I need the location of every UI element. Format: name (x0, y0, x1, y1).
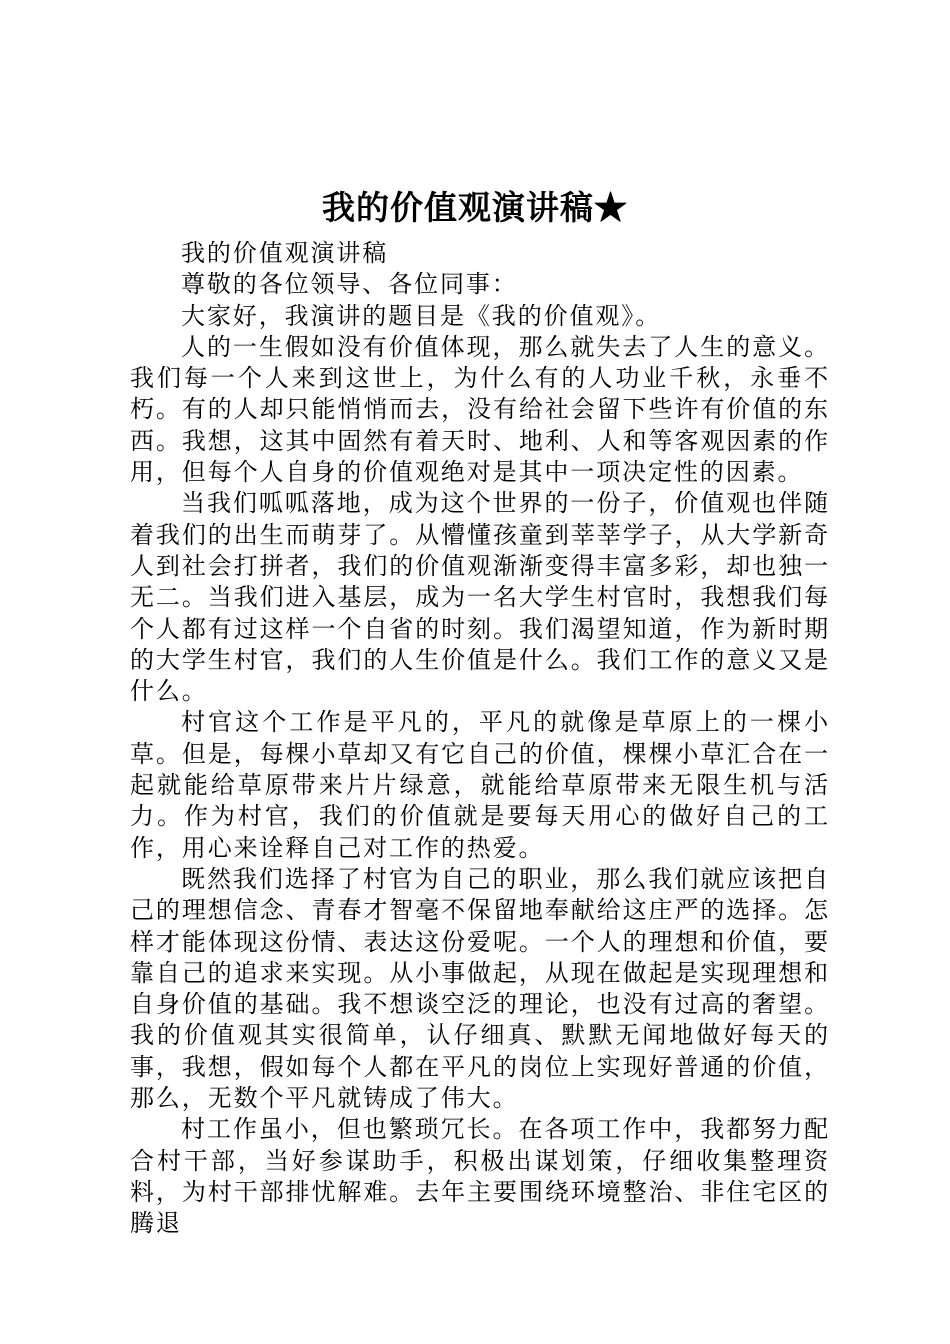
document-title: 我的价值观演讲稿★ (322, 188, 628, 227)
paragraph: 村官这个工作是平凡的，平凡的就像是草原上的一棵小草。但是，每棵小草却又有它自己的价值，棵棵小草汇合在一起就能给草原带来片片绿意，就能给草原带来无限生机与活力。作为村官，我们的价值就是要每天用心的做好自己的工作，用心来诠释自己对工作的热爱。 (130, 708, 830, 862)
paragraph-heading: 我的价值观演讲稿 (181, 239, 389, 267)
paragraph: 村工作虽小，但也繁琐冗长。在各项工作中，我都努力配合村干部，当好参谋助手，积极出谋划策，仔细收集整理资料，为村干部排忧解难。去年主要围绕环境整治、非住宅区的腾退 (130, 1115, 830, 1238)
paragraph: 当我们呱呱落地，成为这个世界的一份子，价值观也伴随着我们的出生而萌芽了。从懵懂孩童到莘莘学子，从大学新奇人到社会打拼者，我们的价值观渐渐变得丰富多彩，却也独一无二。当我们进入基层，成为一名大学生村官时，我想我们每个人都有过这样一个自省的时刻。我们渴望知道，作为新时期的大学生村官，我们的人生价值是什么。我们工作的意义又是什么。 (130, 489, 830, 706)
paragraph: 人的一生假如没有价值体现，那么就失去了人生的意义。我们每一个人来到这世上，为什么有的人功业千秋，永垂不朽。有的人却只能悄悄而去，没有给社会留下些许有价值的东西。我想，这其中固然有着天时、地利、人和等客观因素的作用，但每个人自身的价值观绝对是其中一项决定性的因素。 (130, 332, 830, 487)
paragraph-greeting: 大家好，我演讲的题目是《我的价值观》。 (181, 301, 662, 330)
paragraph: 既然我们选择了村官为自己的职业，那么我们就应该把自己的理想信念、青春才智毫不保留地奉献给这庄严的选择。怎样才能体现这份情、表达这份爱呢。一个人的理想和价值，要靠自己的追求来实现。从小事做起，从现在做起是实现理想和自身价值的基础。我不想谈空泛的理论，也没有过高的奢望。我的价值观其实很简单，认仔细真、默默无闻地做好每天的事，我想，假如每个人都在平凡的岗位上实现好普通的价值，那么，无数个平凡就铸成了伟大。 (130, 864, 830, 1113)
document-body (130, 238, 830, 1240)
paragraph-salutation: 尊敬的各位领导、各位同事： (181, 270, 518, 299)
